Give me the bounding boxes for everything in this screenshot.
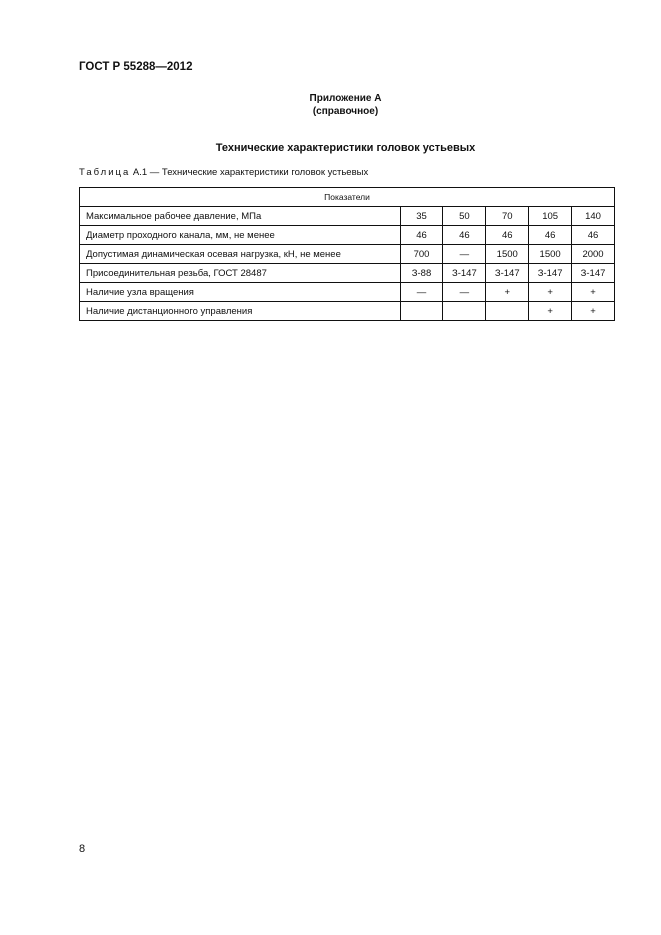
appendix-type: (справочное) xyxy=(312,106,379,117)
table-caption-text: А.1 — Технические характеристики головок устьевых xyxy=(130,167,369,178)
row-name: Допустимая динамическая осевая нагрузка, кН, не менее xyxy=(80,245,401,264)
row-name: Присоединительная резьба, ГОСТ 28487 xyxy=(80,264,401,283)
cell-value: 1500 xyxy=(486,245,529,264)
table-header-row xyxy=(80,188,615,207)
cell-value: + xyxy=(486,283,529,302)
cell-value: 140 xyxy=(572,207,615,226)
cell-value: + xyxy=(572,283,615,302)
cell-value: З-147 xyxy=(443,264,486,283)
table-row xyxy=(80,207,615,226)
table-caption xyxy=(79,167,368,178)
row-name: Наличие узла вращения xyxy=(80,283,401,302)
cell-value: 50 xyxy=(443,207,486,226)
cell-value: — xyxy=(400,283,443,302)
table-row xyxy=(80,283,615,302)
cell-value: З-88 xyxy=(400,264,443,283)
row-name: Наличие дистанционного управления xyxy=(80,302,401,321)
cell-value: + xyxy=(572,302,615,321)
table-row xyxy=(80,264,615,283)
cell-value: 46 xyxy=(529,226,572,245)
standard-designation: ГОСТ Р 55288—2012 xyxy=(79,61,193,73)
table-row xyxy=(80,245,615,264)
appendix-heading xyxy=(0,92,661,118)
cell-value: 2000 xyxy=(572,245,615,264)
cell-value: + xyxy=(529,283,572,302)
cell-value xyxy=(486,302,529,321)
cell-value: З-147 xyxy=(529,264,572,283)
cell-value: 46 xyxy=(572,226,615,245)
cell-value: — xyxy=(443,245,486,264)
table-row xyxy=(80,302,615,321)
cell-value: — xyxy=(443,283,486,302)
row-name: Максимальное рабочее давление, МПа xyxy=(80,207,401,226)
cell-value xyxy=(443,302,486,321)
cell-value: 46 xyxy=(400,226,443,245)
table-caption-prefix: Таблица xyxy=(79,167,131,178)
cell-value: 105 xyxy=(529,207,572,226)
cell-value: 1500 xyxy=(529,245,572,264)
cell-value: 700 xyxy=(400,245,443,264)
page-number: 8 xyxy=(79,843,86,855)
cell-value: З-147 xyxy=(486,264,529,283)
cell-value: 46 xyxy=(486,226,529,245)
cell-value: З-147 xyxy=(572,264,615,283)
table-header-label: Показатели xyxy=(80,188,615,207)
appendix-title: Приложение А xyxy=(309,93,382,104)
cell-value: + xyxy=(529,302,572,321)
spec-table xyxy=(79,187,615,321)
section-title: Технические характеристики головок устьевых xyxy=(215,142,476,154)
cell-value xyxy=(400,302,443,321)
cell-value: 70 xyxy=(486,207,529,226)
cell-value: 35 xyxy=(400,207,443,226)
cell-value: 46 xyxy=(443,226,486,245)
table-row xyxy=(80,226,615,245)
row-name: Диаметр проходного канала, мм, не менее xyxy=(80,226,401,245)
